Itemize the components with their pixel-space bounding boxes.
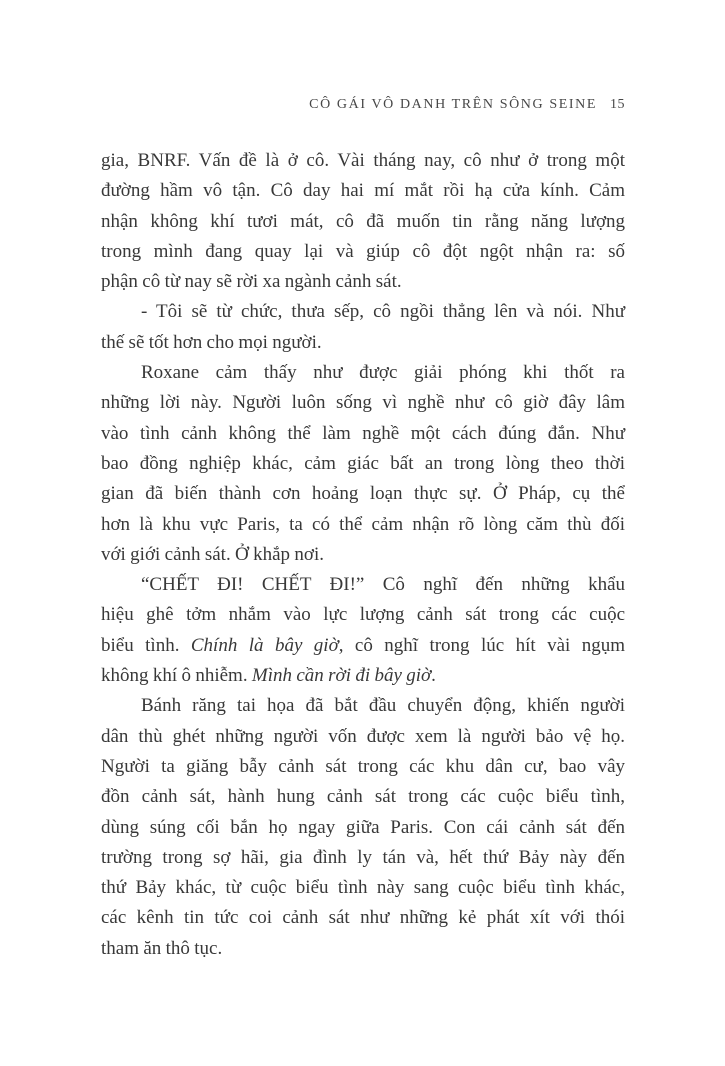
text-line [101,661,625,691]
text-run: dùng súng cối bắn họ ngay giữa Paris. Con cái cảnh sát đến [101,816,625,838]
text-run: gia, BNRF. Vấn đề là ở cô. Vài tháng nay, cô như ở trong một [101,150,625,171]
text-line [101,146,625,176]
text-line [101,600,625,630]
text-line [101,328,625,358]
text-run: “CHẾT ĐI! CHẾT ĐI!” Cô nghĩ đến những khẩu [141,574,625,596]
text-run: phận cô từ nay sẽ rời xa ngành cảnh sát. [101,271,402,293]
text-line [101,479,625,509]
text-run: , cô nghĩ trong lúc hít vài ngụm [338,634,625,656]
text-line [101,449,625,479]
text-line [101,267,625,297]
text-run: nhận không khí tươi mát, cô đã muốn tin rằng năng lượng [101,210,625,232]
text-line [101,207,625,237]
text-line [101,358,625,388]
text-run: Bánh răng tai họa đã bắt đầu chuyển động, khiến người [141,695,625,717]
text-run: không khí ô nhiễm. [101,665,252,687]
text-run: hơn là khu vực Paris, ta có thể cảm nhận rõ lòng căm thù đối [101,513,625,535]
page-number: 15 [610,97,625,112]
text-line [101,510,625,540]
text-run: biểu tình. [101,634,191,656]
text-run: . [431,665,436,687]
paragraph [101,570,625,691]
text-line [101,419,625,449]
text-line [101,570,625,600]
text-run: với giới cảnh sát. Ở khắp nơi. [101,543,324,565]
body-text [101,146,625,964]
text-run: bao đồng nghiệp khác, cảm giác bất an trong lòng theo thời [101,452,625,474]
text-run: Người ta giăng bẫy cảnh sát trong các khu dân cư, bao vây [101,755,625,777]
paragraph [101,691,625,964]
text-line [101,176,625,206]
text-run: trường trong sợ hãi, gia đình ly tán và, hết thứ Bảy này đến [101,846,625,868]
text-line [101,722,625,752]
running-title: CÔ GÁI VÔ DANH TRÊN SÔNG SEINE [309,97,597,112]
text-run: đường hầm vô tận. Cô day hai mí mắt rồi hạ cửa kính. Cảm [101,180,625,202]
text-run: gian đã biến thành cơn hoảng loạn thực sự. Ở Pháp, cụ thể [101,483,625,505]
paragraph [101,297,625,358]
paragraph [101,146,625,297]
text-line [101,631,625,661]
text-run: - Tôi sẽ từ chức, thưa sếp, cô ngồi thẳng lên và nói. Như [141,301,625,323]
text-run: trong mình đang quay lại và giúp cô đột ngột nhận ra: số [101,240,625,262]
text-run: thế sẽ tốt hơn cho mọi người. [101,331,322,353]
text-run: thứ Bảy khác, từ cuộc biểu tình này sang cuộc biểu tình khác, [101,877,625,899]
text-line [101,388,625,418]
text-line [101,903,625,933]
text-run: đồn cảnh sát, hành hung cảnh sát trong các cuộc biểu tình, [101,786,625,808]
italic-text: Chính là bây giờ [190,634,339,656]
text-line [101,691,625,721]
text-line [101,782,625,812]
text-line [101,752,625,782]
text-run: dân thù ghét những người vốn được xem là người bảo vệ họ. [101,725,625,747]
text-run: vào tình cảnh không thể làm nghề một cách đúng đắn. Như [101,422,625,444]
text-run: hiệu ghê tởm nhắm vào lực lượng cảnh sát trong các cuộc [101,604,625,626]
text-line [101,540,625,570]
italic-text: Mình cần rời đi bây giờ [251,665,432,687]
text-line [101,873,625,903]
text-line [101,843,625,873]
text-line [101,237,625,267]
paragraph [101,358,625,570]
text-line [101,297,625,327]
text-line [101,813,625,843]
text-run: các kênh tin tức coi cảnh sát như những kẻ phát xít với thói [101,907,625,929]
text-run: tham ăn thô tục. [101,937,223,959]
running-header [101,97,625,113]
text-run: những lời này. Người luôn sống vì nghề như cô giờ đây lâm [101,392,625,414]
text-run: Roxane cảm thấy như được giải phóng khi thốt ra [141,362,625,384]
text-line [101,934,625,964]
